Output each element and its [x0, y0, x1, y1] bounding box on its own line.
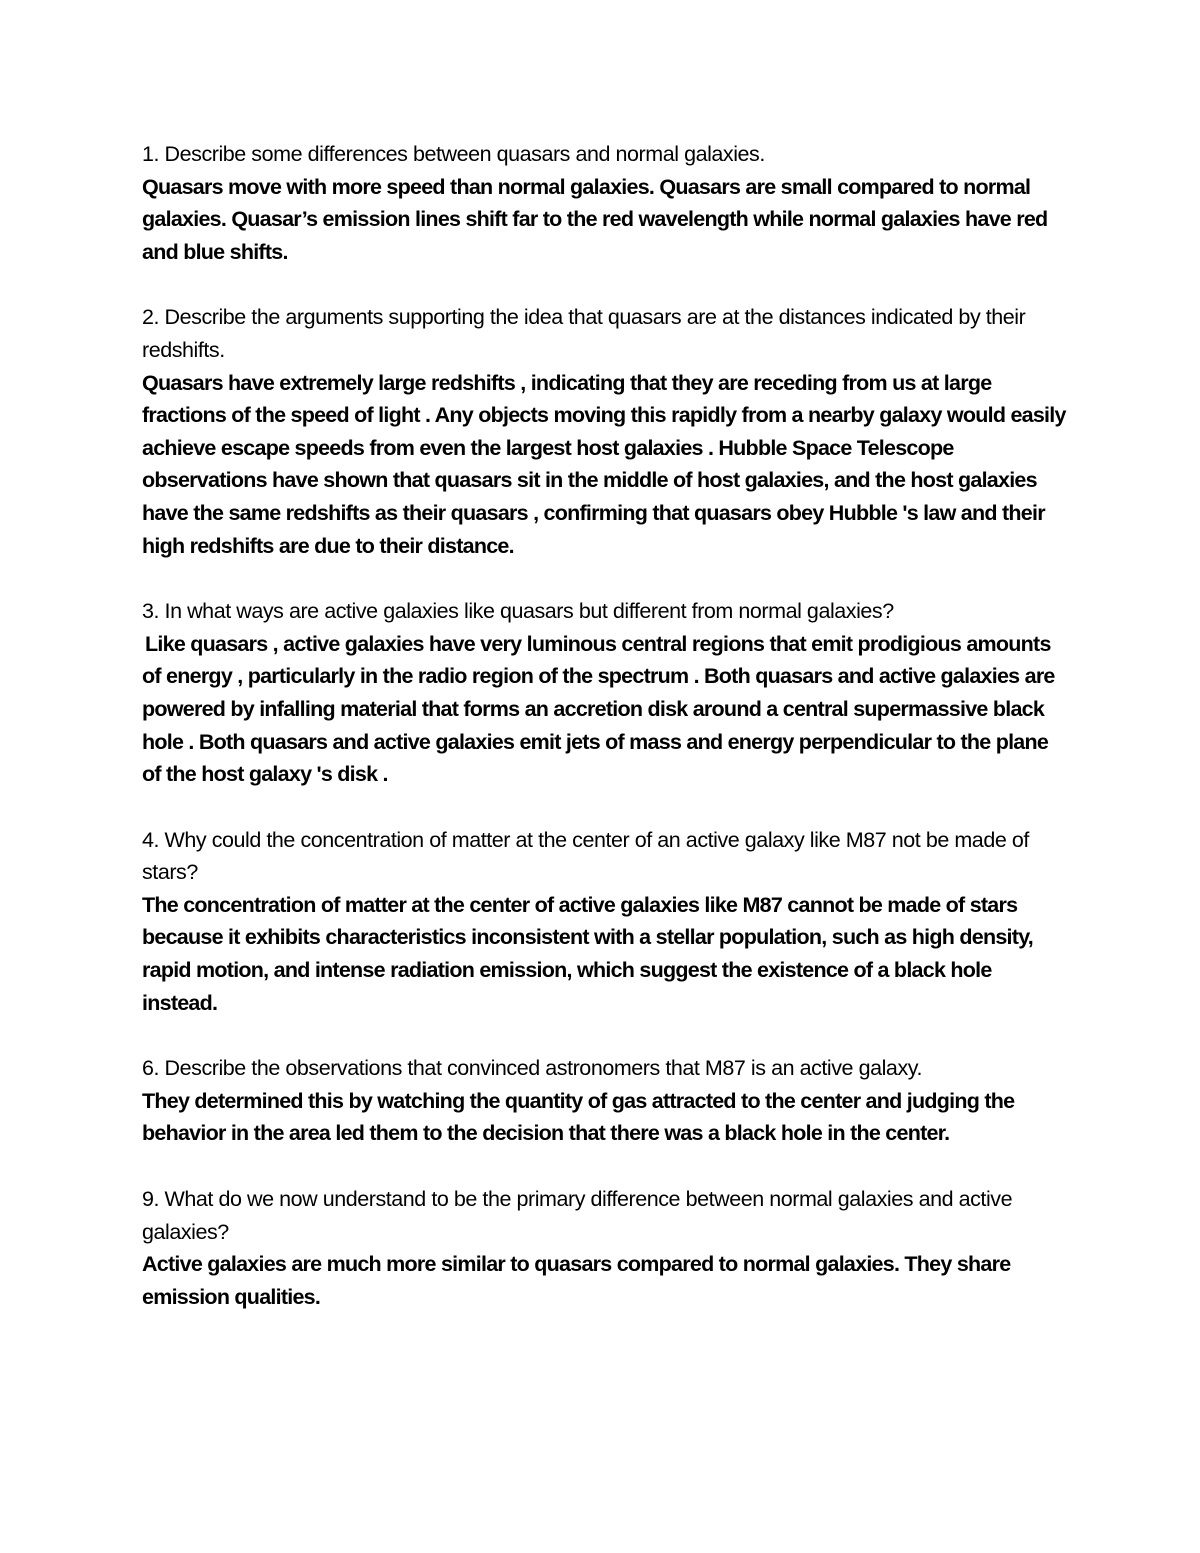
- qa-block-4: [142, 824, 1072, 1020]
- question-9: 9. What do we now understand to be the primary difference between normal galaxies and active galaxies?: [142, 1187, 1013, 1244]
- question-1: 1. Describe some differences between quasars and normal galaxies.: [142, 142, 765, 166]
- answer-6: They determined this by watching the quantity of gas attracted to the center and judging the behavior in the area led them to the decision that there was a black hole in the center.: [142, 1088, 1015, 1146]
- qa-block-2: [142, 301, 1072, 562]
- answer-3: Like quasars , active galaxies have very luminous central regions that emit prodigious amounts of energy , particularly in the radio region of the spectrum . Both quasars and active galaxies are powered by infalling material that forms an accretion disk around a central supermassive black hole . Both quasars and active galaxies emit jets of mass and energy perpendicular to the plane of the host galaxy 's disk .: [142, 631, 1055, 787]
- qa-block-9: [142, 1183, 1072, 1313]
- answer-2: Quasars have extremely large redshifts , indicating that they are receding from us at large fractions of the speed of light . Any objects moving this rapidly from a nearby galaxy would easily achieve escape speeds from even the largest host galaxies . Hubble Space Telescope observations have shown that quasars sit in the middle of host galaxies, and the host galaxies have the same redshifts as their quasars , confirming that quasars obey Hubble 's law and their high redshifts are due to their distance.: [142, 370, 1066, 558]
- question-6: 6. Describe the observations that convinced astronomers that M87 is an active galaxy.: [142, 1056, 922, 1081]
- answer-9: Active galaxies are much more similar to quasars compared to normal galaxies. They share emission qualities.: [142, 1252, 1011, 1309]
- qa-block-6: [142, 1052, 1072, 1150]
- question-4: 4. Why could the concentration of matter at the center of an active galaxy like M87 not be made of stars?: [142, 827, 1029, 885]
- document-body: [142, 138, 1072, 1346]
- question-2: 2. Describe the arguments supporting the idea that quasars are at the distances indicated by their redshifts.: [142, 305, 1026, 362]
- qa-block-3: [142, 595, 1072, 791]
- answer-1: Quasars move with more speed than normal galaxies. Quasars are small compared to normal galaxies. Quasar’s emission lines shift far to the red wavelength while normal galaxies have red and blue shifts.: [142, 174, 1048, 264]
- question-3: 3. In what ways are active galaxies like quasars but different from normal galaxies?: [142, 599, 894, 624]
- answer-4: The concentration of matter at the center of active galaxies like M87 cannot be made of stars because it exhibits characteristics inconsistent with a stellar population, such as high density, rapid motion, and intense radiation emission, which suggest the existence of a black hole instead.: [142, 892, 1034, 1015]
- qa-block-1: [142, 138, 1072, 268]
